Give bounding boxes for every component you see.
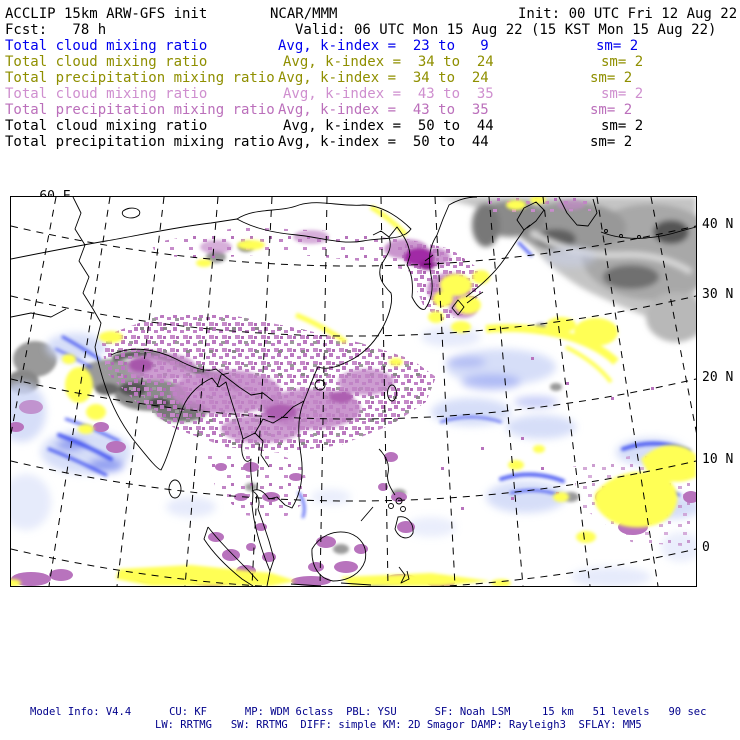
product-title: ACCLIP 15km ARW-GFS init: [5, 6, 208, 22]
map-frame: [10, 196, 697, 587]
legend-sm: sm= 2: [601, 54, 644, 70]
legend-label: Total cloud mixing ratio: [5, 38, 208, 54]
legend-stat: Avg, k-index = 43 to 35: [278, 102, 489, 118]
legend-stat: Avg, k-index = 34 to 24: [278, 70, 489, 86]
legend-stat: Avg, k-index = 50 to 44: [278, 134, 489, 150]
legend-sm: sm= 2: [596, 38, 639, 54]
legend-label: Total cloud mixing ratio: [5, 54, 208, 70]
lat-tick-label: 40 N: [702, 217, 734, 232]
model-info-line2: LW: RRTMG SW: RRTMG DIFF: simple KM: 2D Smagor DAMP: Rayleigh3 SFLAY: MM5: [155, 719, 642, 731]
legend-stat: Avg, k-index = 34 to 24: [283, 54, 494, 70]
legend-sm: sm= 2: [601, 86, 644, 102]
legend-sm: sm= 2: [590, 134, 633, 150]
legend-label: Total cloud mixing ratio: [5, 118, 208, 134]
legend-stat: Avg, k-index = 50 to 44: [283, 118, 494, 134]
model-info-line1: Model Info: V4.4 CU: KF MP: WDM 6class PBL: YSU SF: Noah LSM 15 km 51 levels 90 sec: [30, 706, 707, 718]
legend-label: Total precipitation mixing ratio: [5, 70, 275, 86]
legend-sm: sm= 2: [590, 102, 633, 118]
legend-label: Total precipitation mixing ratio: [5, 134, 275, 150]
legend-sm: sm= 2: [601, 118, 644, 134]
legend-label: Total precipitation mixing ratio: [5, 102, 275, 118]
lat-tick-label: 0: [702, 540, 710, 555]
legend-label: Total cloud mixing ratio: [5, 86, 208, 102]
forecast-hour: Fcst: 78 h: [5, 22, 107, 38]
lat-tick-label: 30 N: [702, 287, 734, 302]
org-label: NCAR/MMM: [270, 6, 338, 22]
lat-tick-label: 20 N: [702, 370, 734, 385]
lat-tick-label: 10 N: [702, 452, 734, 467]
init-time: Init: 00 UTC Fri 12 Aug 22: [518, 6, 738, 22]
valid-time: Valid: 06 UTC Mon 15 Aug 22 (15 KST Mon 15 Aug 22): [295, 22, 717, 38]
legend-stat: Avg, k-index = 23 to 9: [278, 38, 489, 54]
map-plot: [11, 197, 696, 586]
legend-sm: sm= 2: [590, 70, 633, 86]
legend-stat: Avg, k-index = 43 to 35: [283, 86, 494, 102]
